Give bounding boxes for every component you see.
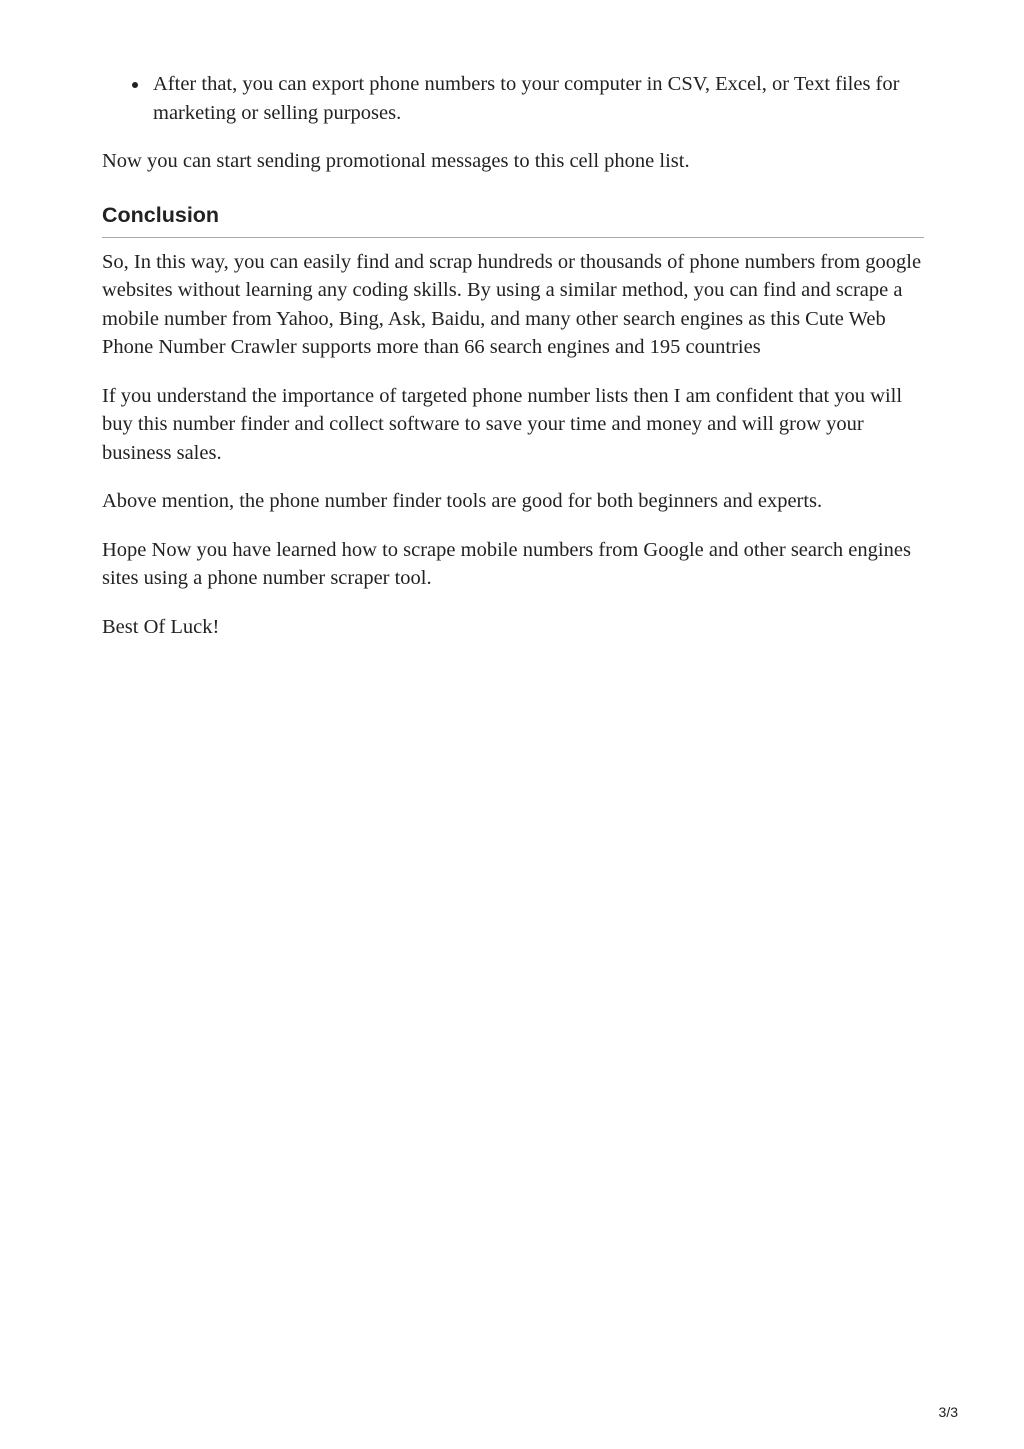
paragraph-sign-off: Best Of Luck! [102,615,220,638]
paragraph-scrape-summary: So, In this way, you can easily find and scrap hundreds or thousands of phone numbers from google websites without learning any coding skills. By using a similar method, you can find and scrape a mobile number from Yahoo, Bing, Ask, Baidu, and many other search engines as this Cute Web Phone Number Crawler supports more than 66 search engines and 195 countries [102,250,922,358]
paragraph-tools-note: Above mention, the phone number finder tools are good for both beginners and experts. [102,490,823,512]
bullet-list [102,70,924,127]
page-number: 3/3 [938,1404,958,1420]
paragraph-importance: If you understand the importance of targeted phone number lists then I am confident that you will buy this number finder and collect software to save your time and money and will grow your business sales. [102,384,903,464]
conclusion-section [102,201,924,642]
article-body [102,70,924,641]
bullet-item: After that, you can export phone numbers to your computer in CSV, Excel, or Text files for marketing or selling purposes. [153,70,924,127]
paragraph-send-messages: Now you can start sending promotional messages to this cell phone list. [102,150,690,172]
paragraph-hope: Hope Now you have learned how to scrape mobile numbers from Google and other search engines sites using a phone number scraper tool. [102,538,911,589]
section-heading-conclusion: Conclusion [102,201,924,238]
